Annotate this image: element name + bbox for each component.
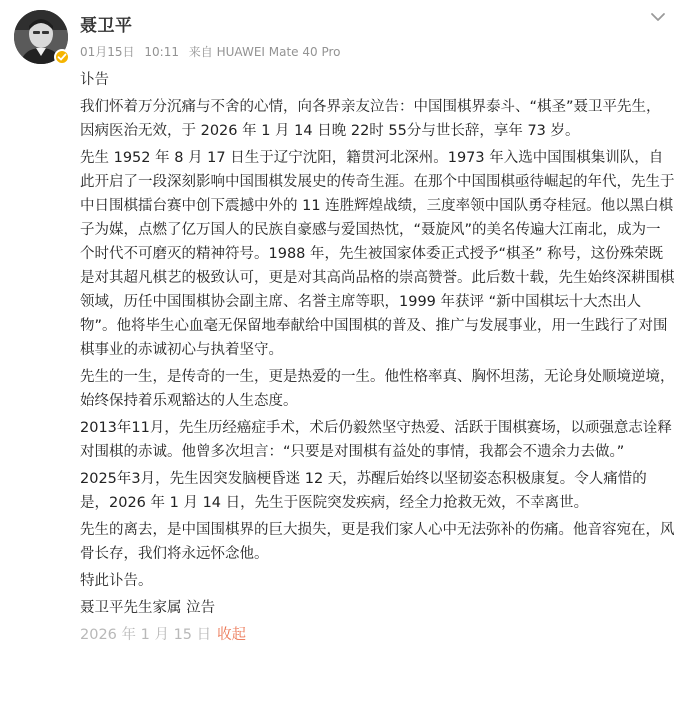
paragraph: 先生的一生，是传奇的一生，更是热爱的一生。他性格率真、胸怀坦荡，无论身处顺境逆境，始终保持着乐观豁达的人生态度。: [80, 369, 675, 409]
paragraph: 先生 1952 年 8 月 17 日生于辽宁沈阳，籍贯河北深州。1973 年入选中国围棋集训队，自此开启了一段深刻影响中国围棋发展史的传奇生涯。在那个中国围棋亟待崛起的年代，先生于中日围棋擂台赛中创下震撼中外的 11 连胜辉煌战绩，三度率领中国队勇夺桂冠。他以黑白棋子为媒，点燃了亿万国人的民族自豪感与爱国热忱，“聂旋风”的美名传遍大江南北，成为一个时代不可磨灭的精神符号。1988 年，先生被国家体委正式授予“棋圣” 称号，这份殊荣既是对其超凡棋艺的极致认可，更是对其高尚品格的崇高赞誉。此后数十载，先生始终深耕围棋领域，历任中国围棋协会副主席、名誉主席等职，1999 年获评 “新中国棋坛十大杰出人物”。他将毕生心血毫无保留地奉献给中国围棋的普及、推广与发展事业，用一生践行了对围棋事业的赤诚初心与执着坚守。: [80, 150, 675, 358]
post-content: [80, 68, 675, 647]
avatar[interactable]: [14, 10, 68, 64]
truncated-line: [80, 623, 675, 647]
paragraph: 2013年11月，先生历经癌症手术，术后仍毅然坚守热爱、活跃于围棋赛场，以顽强意志诠释对围棋的赤诚。他曾多次坦言：“只要是对围棋有益处的事情，我都会不遗余力去做。”: [80, 420, 672, 460]
chevron-down-icon: [650, 12, 666, 22]
paragraph: 先生的离去，是中国围棋界的巨大损失，更是我们家人心中无法弥补的伤痛。他音容宛在，风骨长存，我们将永远怀念他。: [80, 522, 675, 562]
verified-badge-icon: [54, 49, 70, 65]
paragraph: 聂卫平先生家属 泣告: [80, 600, 216, 616]
paragraph: 2025年3月，先生因突发脑梗昏迷 12 天，苏醒后始终以坚韧姿态积极康复。令人痛惜的是，2026 年 1 月 14 日，先生于医院突发疾病，经全力抢救无效，不幸离世。: [80, 471, 647, 511]
post-meta: [80, 43, 347, 60]
truncated-date: 2026 年 1 月 15 日: [80, 627, 212, 643]
paragraph: 我们怀着万分沉痛与不舍的心情，向各界亲友泣告：中国围棋界泰斗、“棋圣”聂卫平先生，因病医治无效，于 2026 年 1 月 14 日晚 22时 55分与世长辞，享年 73 岁。: [80, 99, 661, 139]
post-date[interactable]: 01月15日: [80, 45, 135, 59]
post-source: 来自 HUAWEI Mate 40 Pro: [188, 45, 341, 59]
paragraph: 讣告: [80, 72, 109, 88]
post-time[interactable]: 10:11: [144, 45, 179, 59]
author-name[interactable]: 聂卫平: [80, 16, 133, 36]
paragraph: 特此讣告。: [80, 573, 153, 589]
collapse-link[interactable]: 收起: [217, 627, 247, 643]
more-options-button[interactable]: [647, 6, 669, 28]
post-header: [0, 0, 687, 66]
